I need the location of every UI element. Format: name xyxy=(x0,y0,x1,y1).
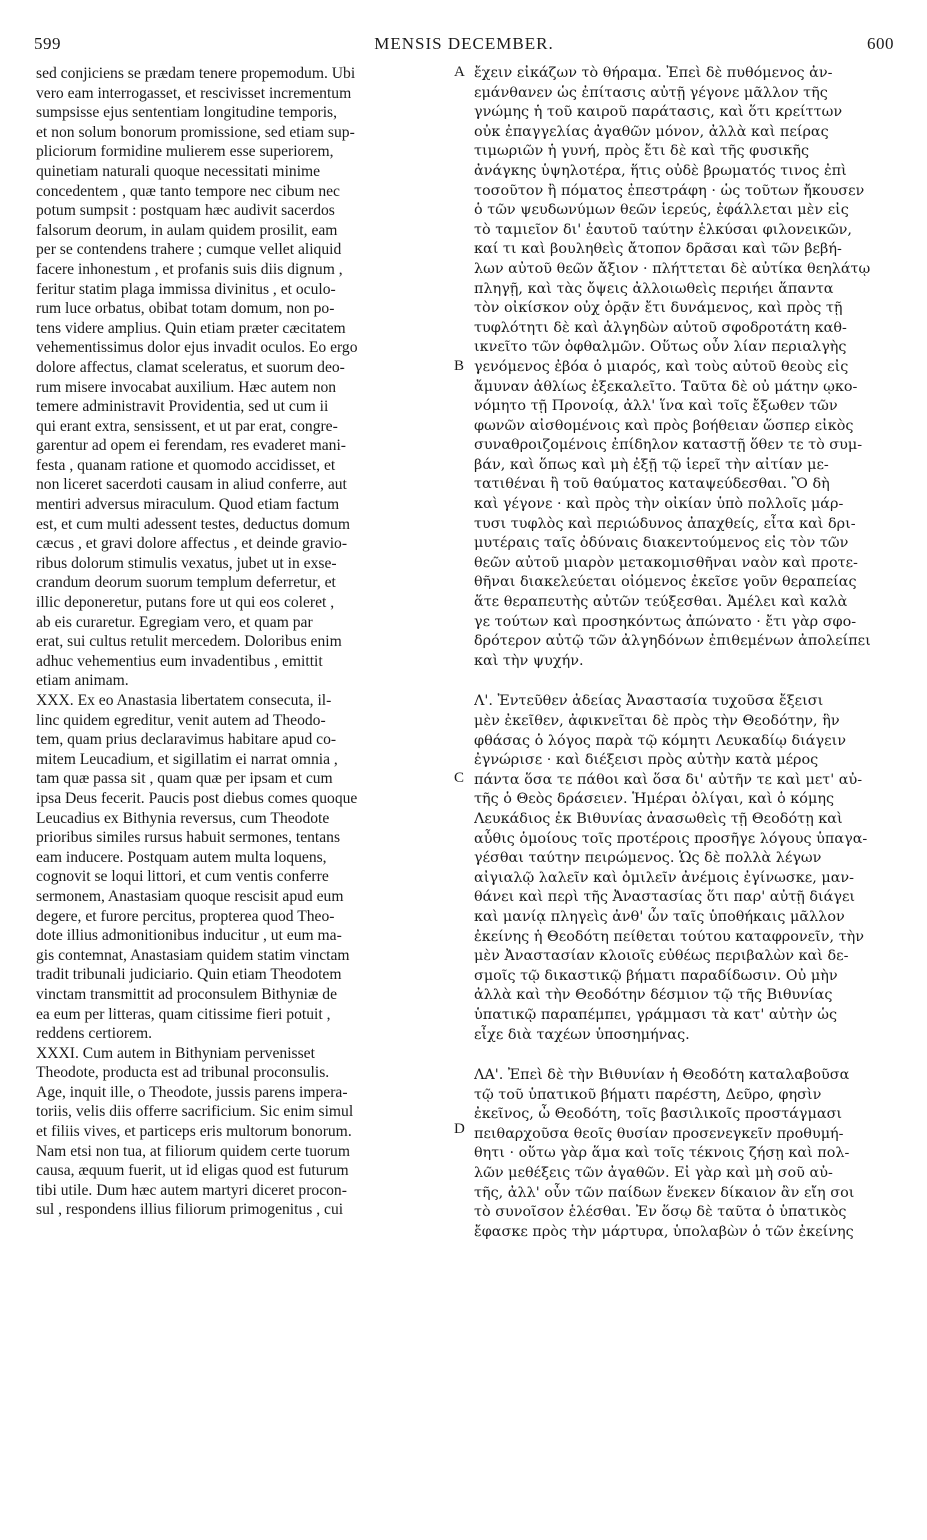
text-line: δρότερον αὐτῷ τῶν ἀλγηδόνων ἐπιθεμένων ἀπολείπει xyxy=(474,633,871,650)
text-line: ribus dolorum stimulis vexatus, jubet ut in exse- xyxy=(36,554,337,572)
text-line: mitem Leucadium, et sigillatim ei narrat omnia , xyxy=(36,750,338,768)
text-line: pliciorum formidine mulierem esse superiorem, xyxy=(36,143,334,161)
text-line: concedentem , quæ tanto tempore nec cibum nec xyxy=(36,182,340,200)
text-line: cognovit se loqui littori, et cum ventis conferre xyxy=(36,868,329,886)
text-line: tibi utile. Dum hæc autem martyri diceret procon- xyxy=(36,1181,347,1199)
text-line: τιμωριῶν ἡ γυνή, πρὸς ἔτι δὲ καὶ τῆς φυσικῆς xyxy=(474,143,810,160)
text-line: θητι · οὕτω γὰρ ἅμα καὶ τοῖς τέκνοις ζήσῃ καὶ πολ- xyxy=(474,1145,850,1162)
text-line: ἔχειν εἰκάζων τὸ θήραμα. Ἐπεὶ δὲ πυθόμενος ἀν- xyxy=(474,65,833,81)
text-line: θεῶν αὐτοῦ μιαρὸν μετακομισθῆναι ναὸν καὶ προτε- xyxy=(474,554,858,571)
text-line: vinctam transmittit ad proconsulem Bithyniæ de xyxy=(36,985,338,1003)
text-line: εμάνθανεν ὡς ἐπίτασις αὐτῇ γέγονε μᾶλλον τῆς xyxy=(474,84,828,101)
text-line: τυσι τυφλὸς καὶ περιώδυνος ἀπαχθείς, εἶτα καὶ δρι- xyxy=(474,515,856,532)
greek-column xyxy=(474,64,890,1242)
text-line: rum misere invocabat auxilium. Hæc autem non xyxy=(36,378,337,396)
text-line: αἰγιαλῷ λαλεῖν καὶ ὁμιλεῖν ἀνέμοις ἐγίνωσκε, μαν- xyxy=(474,869,855,886)
text-line: feritur statim plaga immissa divinitus , et oculo- xyxy=(36,280,336,298)
latin-column xyxy=(36,64,448,1220)
text-line: ὁ τῶν ψευδωνύμων θεῶν ἱερεύς, ἐφάλλεται μὲν εἰς xyxy=(474,202,849,219)
text-line: etiam animam. xyxy=(36,672,129,690)
text-line: Nam etsi non tua, at filiorum quidem certe tuorum xyxy=(36,1142,350,1160)
text-line: νόμητο τῇ Προνοίᾳ, ἀλλ' ἵνα καὶ τοῖς ἔξωθεν τῶν xyxy=(474,398,838,415)
text-line: Λευκάδιος ἐκ Βιθυνίας ἀνασωθεὶς τῇ Θεοδότῃ καὶ xyxy=(474,810,843,827)
text-line: causa, æquum fuerit, ut id eligas quod est futurum xyxy=(36,1162,349,1180)
text-line: μυτέραις ταῖς ὀδύναις διακεντούμενος εἰς τὸν τῶν xyxy=(474,535,849,552)
text-line: σμοῖς τῷ δικαστικῷ βήματι παραδίδωσιν. Οὐ μὴν xyxy=(474,967,838,984)
text-line: crandum deorum suorum templum deferretur, et xyxy=(36,574,336,592)
text-line: ἔφασκε πρὸς τὴν μάρτυρα, ὑπολαβὼν ὁ τῶν ἐκείνης xyxy=(474,1223,854,1240)
text-line: καί τι καὶ βουληθεὶς ἄτοπον δρᾶσαι καὶ τῶν βεβή- xyxy=(474,241,842,258)
text-line: μὲν Ἀναστασίαν κλοιοῖς εὐθέως περιβαλὼν καὶ δε- xyxy=(474,948,849,965)
text-line: festa , quanam ratione et quomodo accidisset, et xyxy=(36,456,336,474)
text-line: ipsa Deus fecerit. Paucis post diebus comes quoque xyxy=(36,789,358,807)
text-line: linc quidem egreditur, venit autem ad Theodo- xyxy=(36,711,326,729)
text-line: τῷ τοῦ ὑπατικοῦ βήματι παρέστη, Δεῦρο, φησὶν xyxy=(474,1086,822,1103)
right-page-number: 600 xyxy=(867,34,894,53)
text-line: tam quæ passa sit , quam quæ per ipsam et cum xyxy=(36,770,333,788)
margin-marker-a: A xyxy=(454,64,465,80)
text-line: γε τούτων καὶ προσηκόντως ἀπώνατο · ἔτι γὰρ σφο- xyxy=(474,613,857,630)
margin-marker-c: C xyxy=(454,770,465,786)
text-line: erat, sui cultus retulit mercedem. Doloribus enim xyxy=(36,633,342,651)
text-line: οὐκ ἐπαγγελίας ἀγαθῶν μόνον, ἀλλὰ καὶ πείρας xyxy=(474,123,829,140)
text-line: τὸ ταμιεῖον δι' ἑαυτοῦ ταύτην ἑλκύσαι φιλονεικῶν, xyxy=(474,221,853,238)
text-line: τατιθέναι ἢ τοῦ θαύματος καταψεύδεσθαι. Ὃ δὴ xyxy=(474,476,830,493)
text-line: sumpsisse ejus sententiam longitudine temporis, xyxy=(36,104,338,122)
text-line: XXX. Ex eo Anastasia libertatem consecuta, il- xyxy=(36,692,332,709)
text-line: γέσθαι ταύτην πειρώμενος. Ὡς δὲ πολλὰ λέγων xyxy=(474,850,822,867)
text-line: garentur ad opem ei ferendam, res evaderet mani- xyxy=(36,437,346,455)
text-line: Age, inquit ille, o Theodote, jussis parens impera- xyxy=(36,1083,348,1101)
text-line: εἶχε διὰ ταχέων ὑποσημήνας. xyxy=(474,1026,690,1043)
running-title: MENSIS DECEMBER. xyxy=(374,34,554,53)
text-line: θῆναι διακελεύεται οἰόμενος ἐκεῖσε γοῦν θεραπείας xyxy=(474,574,857,591)
left-page-number: 599 xyxy=(34,34,61,53)
text-line: tradit tribunali judiciario. Quin etiam Theodotem xyxy=(36,966,342,984)
text-line: τῆς, ἀλλ' οὖν τῶν παίδων ἕνεκεν δίκαιον ἂν εἴη σοι xyxy=(474,1184,855,1201)
text-line: ὑπατικῷ παραπέμπει, γράμμασι τὰ κατ' αὐτὴν ὡς xyxy=(474,1006,838,1023)
text-line: potum sumpsit : postquam hæc audivit sacerdos xyxy=(36,202,335,220)
section-gap xyxy=(474,671,890,692)
text-line: vehementissimus dolor ejus invadit oculos. Eo ergo xyxy=(36,339,358,357)
text-line: πάντα ὅσα τε πάθοι καὶ ὅσα δι' αὐτῆν τε καὶ μετ' αὐ- xyxy=(474,771,863,788)
text-line: non liceret sacerdoti causam in aliud conferre, aut xyxy=(36,476,347,494)
text-line: quinetiam naturali quoque necessitati minime xyxy=(36,162,321,180)
text-line: temere administravit Providentia, sed ut cum ii xyxy=(36,398,329,416)
text-line: degere, et furore percitus, propterea quod Theo- xyxy=(36,907,335,925)
text-line: XXXI. Cum autem in Bithyniam pervenisset xyxy=(36,1044,315,1062)
text-line: τὸν οἰκίσκον οὐχ ὁρᾷν ἔτι δυνάμενος, καὶ πρὸς τῇ xyxy=(474,300,843,317)
text-line: λῶν μεθέξεις τῶν ἀγαθῶν. Εἰ γὰρ καὶ μὴ σοῦ αὐ- xyxy=(474,1165,833,1182)
text-line: illic deponeretur, putans fore ut qui eos coleret , xyxy=(36,594,335,612)
text-line: καὶ γέγονε · καὶ πρὸς τὴν οἰκίαν ὑπὸ πολλοῖς μάρ- xyxy=(474,496,844,513)
text-line: μὲν ἐκεῖθεν, ἀφικνεῖται δὲ πρὸς τὴν Θεοδότην, ἣν xyxy=(474,713,840,729)
text-line: φθάσας ὁ λόγος παρὰ τῷ κόμητι Λευκαδίῳ διάγειν xyxy=(474,732,846,749)
text-line: καὶ τὴν ψυχήν. xyxy=(474,652,584,669)
text-line: βάν, καὶ ὅπως καὶ μὴ ἐξῇ τῷ ἱερεῖ τὴν αἰτίαν με- xyxy=(474,456,829,473)
margin-marker-d: D xyxy=(454,1121,465,1137)
text-line: αὖθις ὁμοίους τοῖς προτέροις προσῆγε λόγους ὑπαγα- xyxy=(474,830,868,847)
text-line: ea eum per litteras, quam citissime fieri potuit , xyxy=(36,1005,331,1023)
text-line: Λ'. Ἐντεῦθεν ἀδείας Ἀναστασία τυχοῦσα ἔξεισι xyxy=(474,693,824,710)
text-line: ἐγνώρισε · καὶ διέξεισι πρὸς αὐτὴν κατὰ μέρος xyxy=(474,752,819,769)
text-line: dolore affectus, clamat sceleratus, et suorum deo- xyxy=(36,358,345,376)
text-line: ικνεῖτο τῶν ὀφθαλμῶν. Οὕτως οὖν λίαν περιαλγὴς xyxy=(474,339,847,356)
text-line: φωνῶν αἰσθομένοις καὶ πρὸς βοήθειαν ὥσπερ εἰκὸς xyxy=(474,417,854,434)
text-line: eam inducere. Postquam autem multa loquens, xyxy=(36,848,327,866)
text-line: et non solum bonorum promissione, sed etiam sup- xyxy=(36,123,355,141)
text-line: ἀνάγκης ὑψηλοτέρα, ἥτις οὐδὲ βρωματός τινος ἐπὶ xyxy=(474,162,847,179)
page-header xyxy=(34,34,894,58)
text-line: sed conjiciens se prædam tenere propemodum. Ubi xyxy=(36,65,356,82)
text-line: γνώμης ἡ τοῦ καιροῦ παράτασις, καὶ ὅτι κρείττων xyxy=(474,104,843,121)
text-line: facere inhonestum , et profanis suis diis dignum , xyxy=(36,260,343,278)
text-line: ΛΑ'. Ἐπεὶ δὲ τὴν Βιθυνίαν ἡ Θεοδότη καταλαβοῦσα xyxy=(474,1067,850,1084)
text-line: τυφλότητι δὲ καὶ ἀλγηδὼν αὐτοῦ σφοδροτάτη καθ- xyxy=(474,319,847,336)
text-line: ἀλλὰ καὶ τὴν Θεοδότην δέσμιον τῷ τῆς Βιθυνίας xyxy=(474,987,833,1004)
text-line: τὸ συνοῖσον ἑλέσθαι. Ἐν ὅσῳ δὲ ταῦτα ὁ ὑπατικὸς xyxy=(474,1204,847,1221)
text-line: vero eam interrogasset, et rescivisset incrementum xyxy=(36,84,352,102)
text-line: qui erant extra, sensissent, et ut par erat, congre- xyxy=(36,417,338,435)
text-line: prioribus similes rursus habuit sermones, tentans xyxy=(36,829,341,847)
text-line: tem, quam prius declaravimus habitare apud co- xyxy=(36,731,337,749)
text-line: ab eis curaretur. Egregiam vero, et quam par xyxy=(36,613,313,631)
text-line: rum luce orbatus, obibat totam domum, non po- xyxy=(36,300,335,318)
text-line: toriis, velis diis offerre sacrificium. Sic enim simul xyxy=(36,1103,354,1121)
text-line: reddens certiorem. xyxy=(36,1025,153,1043)
text-line: sermonem, Anastasiam quoque rescisit apud eum xyxy=(36,887,344,905)
text-line: πληγῇ, καὶ τὰς ὄψεις ἀλλοιωθεὶς περιήει ἅπαντα xyxy=(474,280,834,297)
section-gap xyxy=(474,1045,890,1066)
text-line: mentiri adversus miraculum. Quod etiam factum xyxy=(36,496,340,514)
text-line: est, et cum multi adessent testes, deductus domum xyxy=(36,515,350,533)
text-line: πειθαρχοῦσα θεοῖς θυσίαν προσενεγκεῖν προθυμή- xyxy=(474,1125,844,1142)
text-line: ἅτε θεραπευτὴς αὐτῶν τεύξεσθαι. Ἀμέλει καὶ καλὰ xyxy=(474,594,848,611)
text-line: cæcus , et gravi dolore affectus , et deinde gravio- xyxy=(36,535,348,553)
text-line: Leucadius ex Bithynia reversus, cum Theodote xyxy=(36,809,330,827)
text-line: καὶ μανίᾳ πληγεὶς ἀνθ' ὧν ταῖς ὑποθήκαις μᾶλλον xyxy=(474,908,845,925)
text-line: λων αὐτοῦ θεῶν ἄξιον · πλήττεται δὲ αὐτίκα θεηλάτῳ xyxy=(474,260,871,277)
text-line: et filiis vives, et particeps eris multorum bonorum. xyxy=(36,1123,352,1141)
text-line: falsorum deorum, in aulam quidem prosilit, eam xyxy=(36,221,338,239)
text-line: dote illius admonitionibus inducitur , ut eum ma- xyxy=(36,927,342,945)
text-line: ἐκείνης ἡ Θεοδότη πείθεται τούτου καταφρονεῖν, τὴν xyxy=(474,928,864,945)
text-line: θάνει καὶ περὶ τῆς Ἀναστασίας ὅτι παρ' αὐτῇ διάγει xyxy=(474,889,856,906)
text-line: adhuc vehementius eum invadentibus , emittit xyxy=(36,652,323,670)
text-line: τῆς ὁ Θεὸς δράσειεν. Ἡμέραι ὀλίγαι, καὶ ὁ κόμης xyxy=(474,791,834,808)
text-line: sul , respondens illius filiorum primogenitus , cui xyxy=(36,1201,344,1219)
text-line: ἐκεῖνος, ὦ Θεοδότη, τοῖς βασιλικοῖς προστάγμασι xyxy=(474,1106,843,1123)
text-line: Theodote, producta est ad tribunal proconsulis. xyxy=(36,1064,330,1082)
text-line: per se contendens trahere ; cumque vellet aliquid xyxy=(36,241,342,259)
margin-marker-b: B xyxy=(454,358,465,374)
text-line: ἄμυναν ἀθλίως ἐξεκαλεῖτο. Ταῦτα δὲ οὐ μάτην ῳκο- xyxy=(474,378,858,395)
text-line: tens videre amplius. Quin etiam præter cæcitatem xyxy=(36,319,346,337)
text-line: gis contemnat, Anastasiam quidem statim vinctam xyxy=(36,946,350,964)
text-line: τοσοῦτον ἢ πόματος ἐπεστράφη · ὡς τοῦτων ἤκουσεν xyxy=(474,182,865,199)
text-line: συναθροιζομένοις ἐπίδηλον καταστῇ ὅθεν τε τὸ συμ- xyxy=(474,437,863,454)
text-line: γενόμενος ἐβόα ὁ μιαρός, καὶ τοὺς αὐτοῦ θεοὺς εἰς xyxy=(474,358,849,375)
